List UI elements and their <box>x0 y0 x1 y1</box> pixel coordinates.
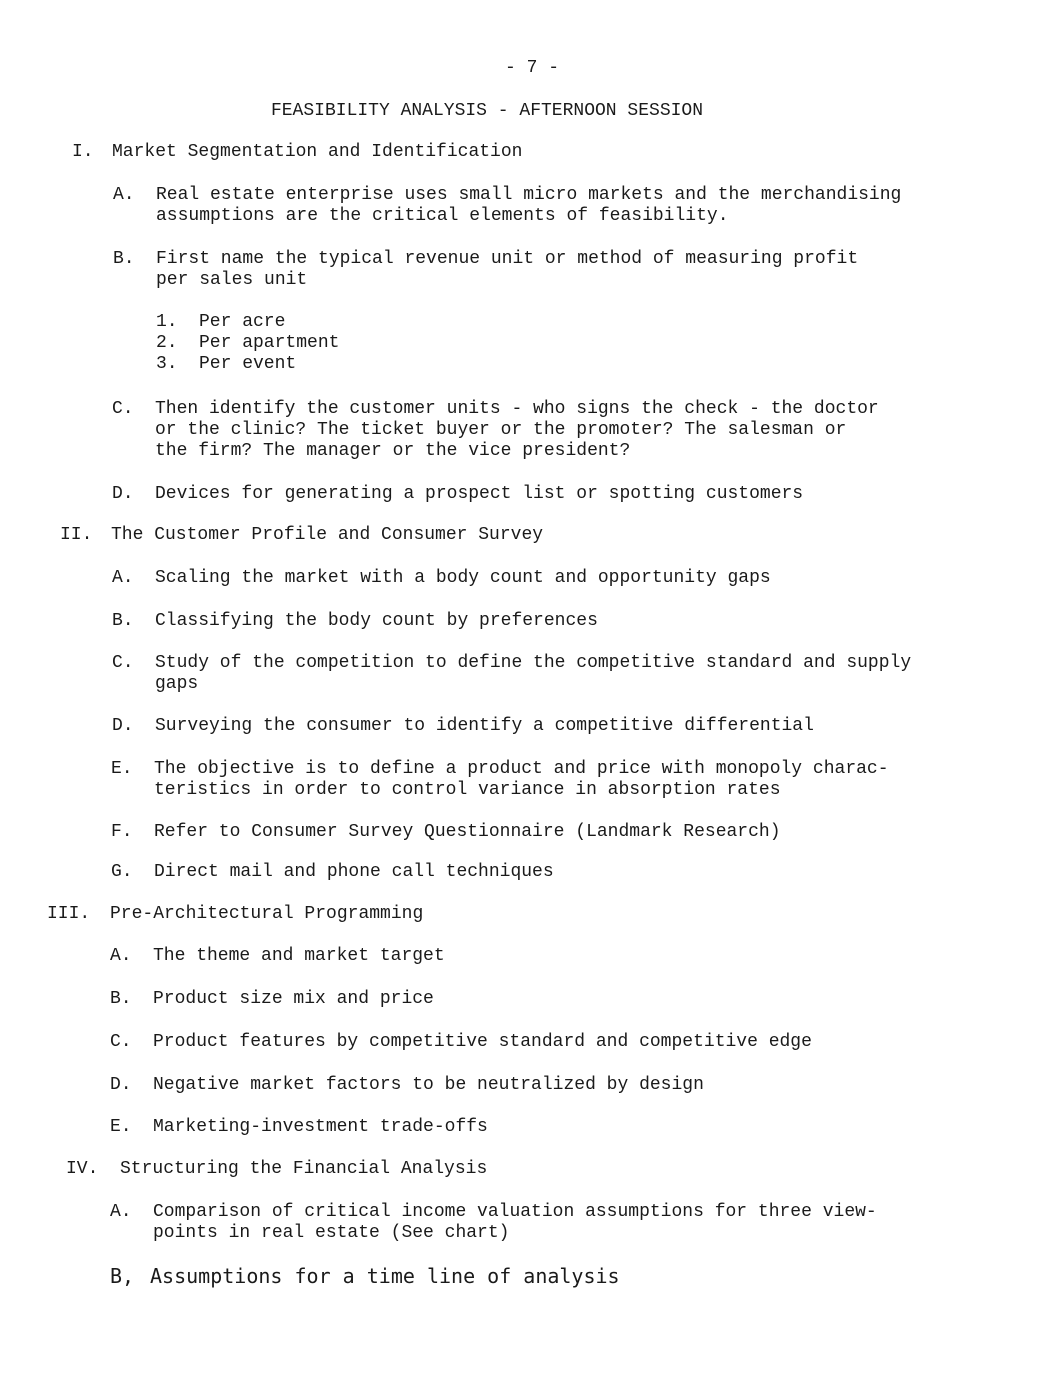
item-letter: A. <box>112 568 134 588</box>
item-letter: E. <box>110 1117 132 1137</box>
item-line: The theme and market target <box>153 946 445 966</box>
section-numeral: I. <box>72 142 94 162</box>
item-line: Direct mail and phone call techniques <box>154 862 554 882</box>
item-line: Assumptions for a time line of analysis <box>150 1264 620 1288</box>
subitem-number: 2. <box>156 333 178 353</box>
item-letter: G. <box>111 862 133 882</box>
item-line: Product features by competitive standard and competitive edge <box>153 1032 812 1052</box>
item-line: Scaling the market with a body count and opportunity gaps <box>155 568 771 588</box>
item-letter: D. <box>110 1075 132 1095</box>
item-line: Classifying the body count by preferences <box>155 611 598 631</box>
item-line: per sales unit <box>156 270 308 290</box>
subitem-text: Per event <box>199 354 297 374</box>
item-letter: F. <box>111 822 133 842</box>
item-line: Devices for generating a prospect list or spotting customers <box>155 484 804 504</box>
item-line: First name the typical revenue unit or method of measuring profit <box>156 249 859 269</box>
item-line: Surveying the consumer to identify a competitive differential <box>155 716 814 736</box>
item-line: Then identify the customer units - who signs the check - the doctor <box>155 399 879 419</box>
item-line: Marketing-investment trade-offs <box>153 1117 488 1137</box>
item-letter: A. <box>110 1202 132 1222</box>
section-heading: The Customer Profile and Consumer Survey <box>111 525 544 545</box>
item-letter: B. <box>112 611 134 631</box>
section-numeral: II. <box>60 525 93 545</box>
item-letter: B, <box>110 1264 135 1288</box>
item-letter: D. <box>112 716 134 736</box>
item-letter: D. <box>112 484 134 504</box>
section-heading: Structuring the Financial Analysis <box>120 1159 488 1179</box>
item-line: Refer to Consumer Survey Questionnaire (Landmark Research) <box>154 822 781 842</box>
item-letter: A. <box>110 946 132 966</box>
item-letter: E. <box>111 759 133 779</box>
item-line: Study of the competition to define the competitive standard and supply <box>155 653 912 673</box>
item-line: or the clinic? The ticket buyer or the promoter? The salesman or <box>155 420 847 440</box>
item-letter: B. <box>113 249 135 269</box>
page-title: FEASIBILITY ANALYSIS - AFTERNOON SESSION <box>270 101 704 121</box>
subitem-number: 3. <box>156 354 178 374</box>
section-heading: Pre-Architectural Programming <box>110 904 424 924</box>
subitem-text: Per apartment <box>199 333 340 353</box>
item-letter: B. <box>110 989 132 1009</box>
item-letter: A. <box>113 185 135 205</box>
item-line: Real estate enterprise uses small micro markets and the merchandising <box>156 185 902 205</box>
item-letter: C. <box>112 399 134 419</box>
item-line: points in real estate (See chart) <box>153 1223 510 1243</box>
item-letter: C. <box>110 1032 132 1052</box>
subitem-text: Per acre <box>199 312 286 332</box>
subitem-number: 1. <box>156 312 178 332</box>
item-line: gaps <box>155 674 199 694</box>
section-numeral: III. <box>47 904 91 924</box>
item-line: The objective is to define a product and price with monopoly charac- <box>154 759 889 779</box>
item-line: teristics in order to control variance in absorption rates <box>154 780 781 800</box>
item-line: assumptions are the critical elements of feasibility. <box>156 206 729 226</box>
section-heading: Market Segmentation and Identification <box>112 142 523 162</box>
section-numeral: IV. <box>66 1159 99 1179</box>
item-line: the firm? The manager or the vice president? <box>155 441 631 461</box>
page-number: - 7 - <box>504 58 559 78</box>
item-line: Product size mix and price <box>153 989 434 1009</box>
item-line: Comparison of critical income valuation assumptions for three view- <box>153 1202 877 1222</box>
item-letter: C. <box>112 653 134 673</box>
item-line: Negative market factors to be neutralized by design <box>153 1075 704 1095</box>
